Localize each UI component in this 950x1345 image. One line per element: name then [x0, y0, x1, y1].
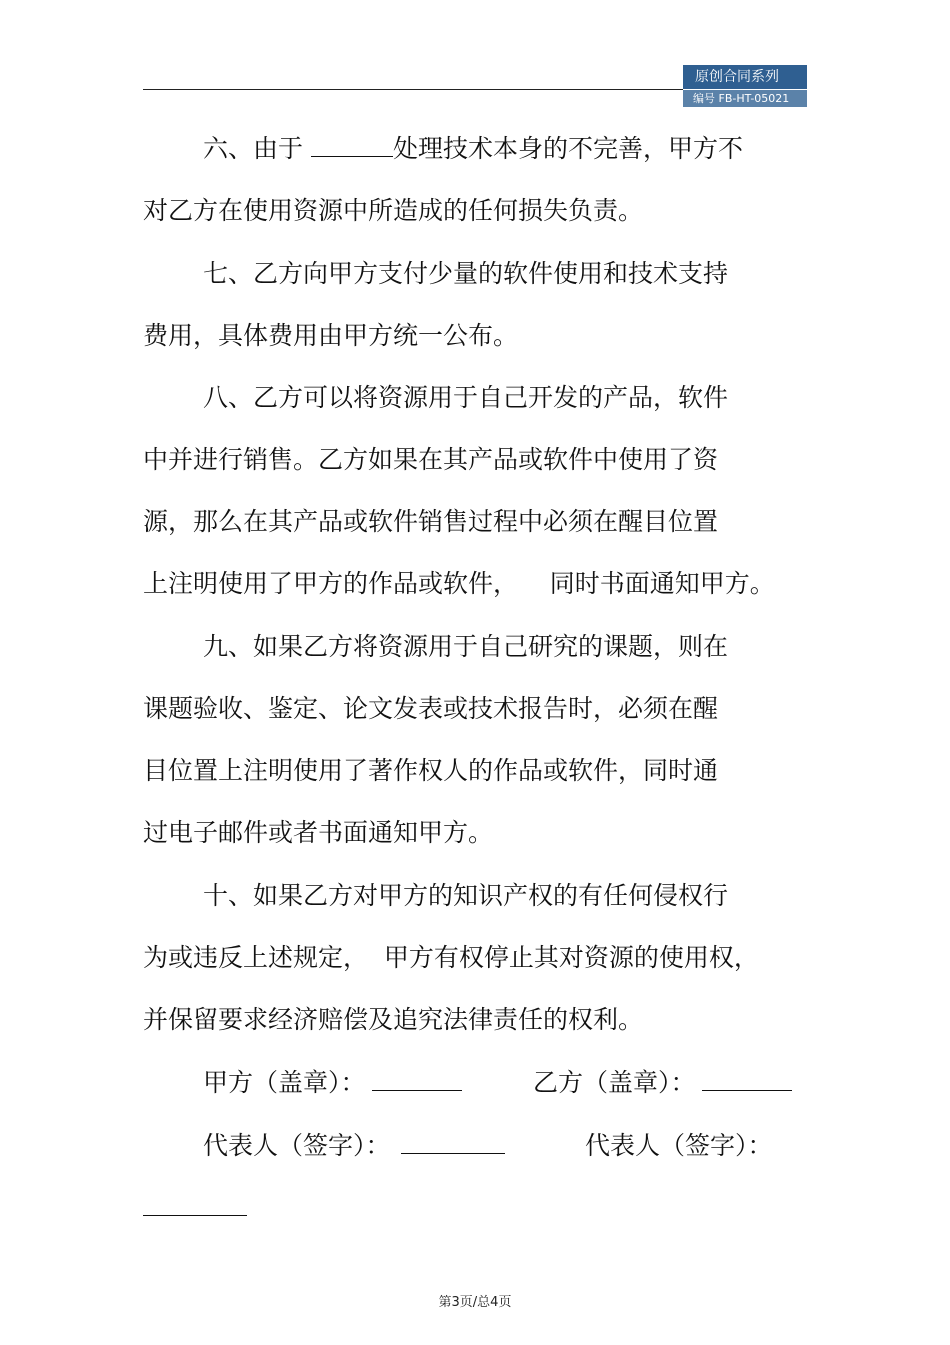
- clause-6-line-1: [203, 132, 743, 166]
- party-b-seal-label: 乙方（盖章）：: [533, 1068, 696, 1097]
- clause-8-line-1: 八、乙方可以将资源用于自己开发的产品，软件: [203, 383, 729, 412]
- clause-10-line-3: 并保留要求经济赔偿及追究法律责任的权利。: [143, 1005, 644, 1034]
- page-number: 第3页/总4页: [438, 1295, 512, 1310]
- party-b-representative-blank-line: [143, 1191, 247, 1225]
- header-rule: [143, 89, 683, 90]
- clause-6-prefix: 六、由于: [203, 134, 311, 163]
- clause-6-line-2: 对乙方在使用资源中所造成的任何损失负责。: [143, 196, 644, 225]
- clause-8-line-2: 中并进行销售。乙方如果在其产品或软件中使用了资: [143, 445, 719, 474]
- clause-9-line-4: 过电子邮件或者书面通知甲方。: [143, 818, 494, 847]
- party-b-representative-blank: [143, 1191, 247, 1216]
- party-b-seal: [533, 1066, 792, 1100]
- party-b-representative: 代表人（签字）：: [585, 1131, 773, 1160]
- clause-10-line-1: 十、如果乙方对甲方的知识产权的有任何侵权行: [203, 881, 729, 910]
- series-badge: [683, 65, 807, 108]
- clause-8-line-3: 源，那么在其产品或软件销售过程中必须在醒目位置: [143, 507, 719, 536]
- party-a-representative-label: 代表人（签字）：: [203, 1131, 391, 1160]
- party-b-seal-blank: [702, 1066, 792, 1091]
- clause-7-line-2: 费用，具体费用由甲方统一公布。: [143, 321, 519, 350]
- party-a-seal-label: 甲方（盖章）：: [203, 1068, 366, 1097]
- clause-9-line-1: 九、如果乙方将资源用于自己研究的课题，则在: [203, 632, 729, 661]
- party-a-seal: [203, 1066, 462, 1100]
- party-a-seal-blank: [372, 1066, 462, 1091]
- clause-7-line-1: 七、乙方向甲方支付少量的软件使用和技术支持: [203, 259, 729, 288]
- series-label: 原创合同系列: [683, 65, 807, 89]
- document-code: 编号 FB-HT-05021: [683, 90, 807, 107]
- party-a-representative: [203, 1129, 505, 1163]
- clause-9-line-2: 课题验收、鉴定、论文发表或技术报告时，必须在醒: [143, 694, 719, 723]
- clause-6-suffix: 处理技术本身的不完善，甲方不: [392, 134, 743, 163]
- party-a-representative-blank: [401, 1129, 505, 1154]
- clause-10-line-2: 为或违反上述规定， 甲方有权停止其对资源的使用权，: [143, 943, 759, 972]
- clause-9-line-3: 目位置上注明使用了著作权人的作品或软件，同时通: [143, 756, 719, 785]
- clause-8-line-4: 上注明使用了甲方的作品或软件， 同时书面通知甲方。: [143, 569, 775, 598]
- blank-underline: [311, 132, 393, 157]
